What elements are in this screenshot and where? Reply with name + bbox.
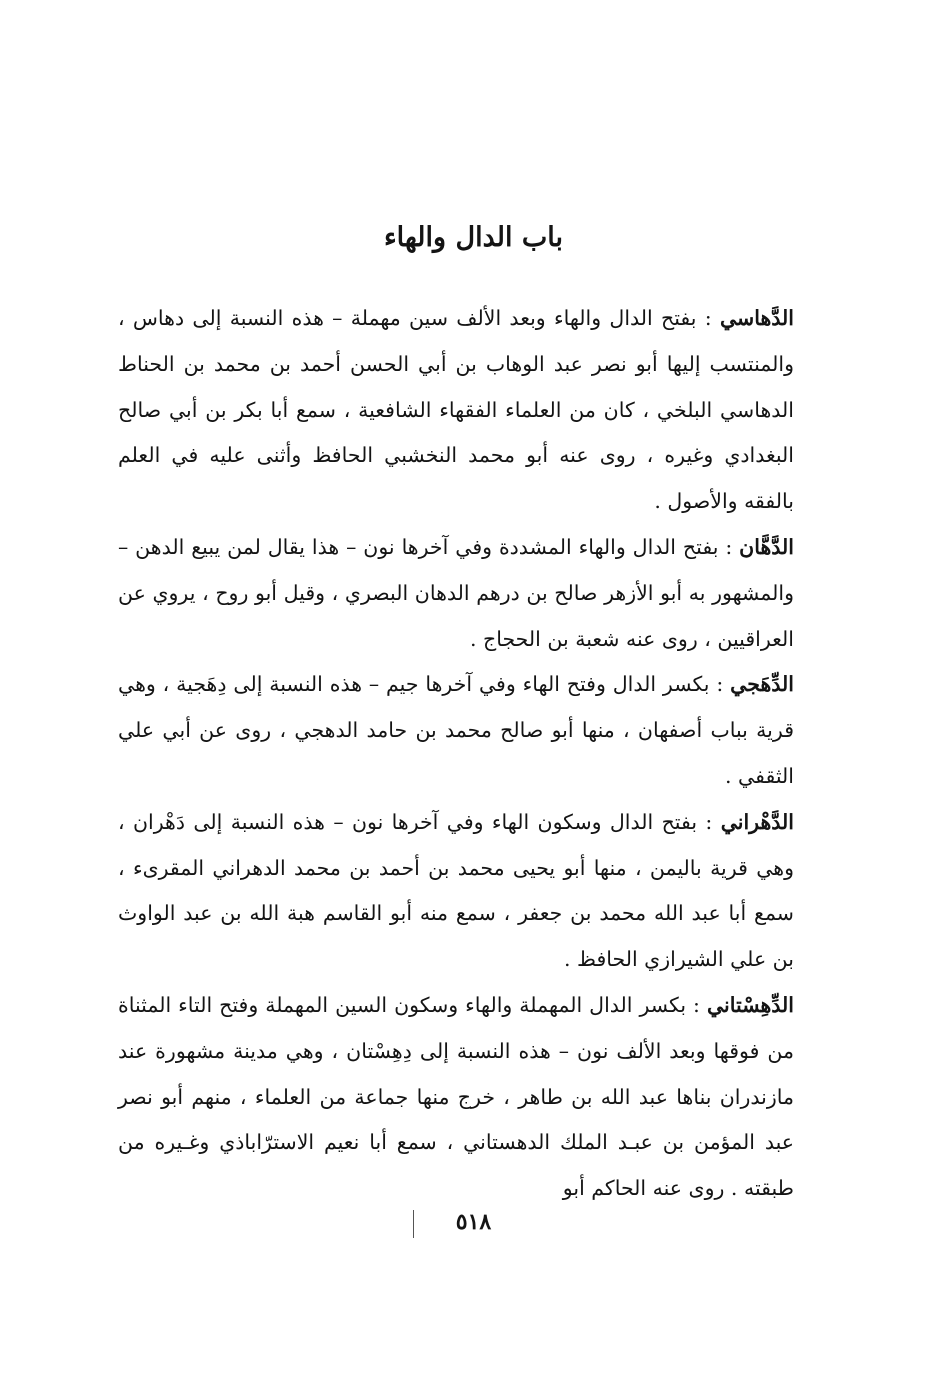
entry-headword: الدِّهِسْتاني	[706, 992, 794, 1017]
chapter-title: باب الدال والهاء	[383, 222, 564, 253]
entry-text: : بفتح الدال والهاء وبعد الألف سين مهملة – هذه النسبة إلى دهاس ، والمنتسب إليها أبو نصر عبد الوهاب بن أبي الحسن أحمد بن محمد بن الحناط الدهاسي البلخي ، كان من العلماء الفقهاء الشافعية ، سمع أبا بكر بن أبي صالح البغدادي وغيره ، روى عنه أبو محمد النخشبي الحافظ وأثنى عليه في العلم بالفقه والأصول .	[118, 306, 794, 514]
entry-text: : بفتح الدال وسكون الهاء وفي آخرها نون – هذه النسبة إلى دَهْران ، وهي قرية باليمن ، منها أبو يحيى محمد بن أحمد بن محمد الدهراني المقرىء ، سمع أبا عبد الله محمد بن جعفر ، سمع منه أبو القاسم هبة الله بن عبد الواوث بن علي الشيرازي الحافظ .	[118, 809, 794, 972]
dictionary-entries	[118, 296, 794, 1212]
entry-text: : بكسر الدال وفتح الهاء وفي آخرها جيم – هذه النسبة إلى دِهَجية ، وهي قرية بباب أصفهان ، منها أبو صالح محمد بن حامد الدهجي ، روى عن أبي علي الثقفي .	[118, 672, 794, 788]
entry-headword: الدَّهاسي	[719, 306, 794, 330]
entry-dihaji	[118, 662, 794, 799]
entry-headword: الدِّهَجي	[730, 672, 794, 697]
entry-dahrani	[118, 800, 794, 983]
entry-dihistani	[118, 983, 794, 1212]
entry-text: : بفتح الدال والهاء المشددة وفي آخرها نون – هذا يقال لمن يبيع الدهن – والمشهور به أبو الأزهر صالح بن درهم الدهان البصري ، وقيل أبو روح ، يروي عن العراقيين ، روى عنه شعبة بن الحجاج .	[118, 534, 794, 651]
entry-headword: الدَّهَّان	[739, 534, 794, 559]
entry-dahhan	[118, 525, 794, 662]
page-number: ٥١٨	[455, 1209, 492, 1235]
entry-text: : بكسر الدال المهملة والهاء وسكون السين المهملة وفتح التاء المثناة من فوقها وبعد الألف نون – هذه النسبة إلى دِهِسْتان ، وهي مدينة مشهورة عند مازندران بناها عبد الله بن طاهر ، خرج منها جماعة من العلماء ، منهم أبو نصر عبد المؤمن بن عبـد الملك الدهستاني ، سمع أبا نعيم الاسترّاباذي وغـيره من طبقته . روى عنه الحاكم أبو	[118, 992, 794, 1201]
entry-headword: الدَّهْراني	[720, 809, 794, 834]
entry-dahasi	[118, 296, 794, 525]
